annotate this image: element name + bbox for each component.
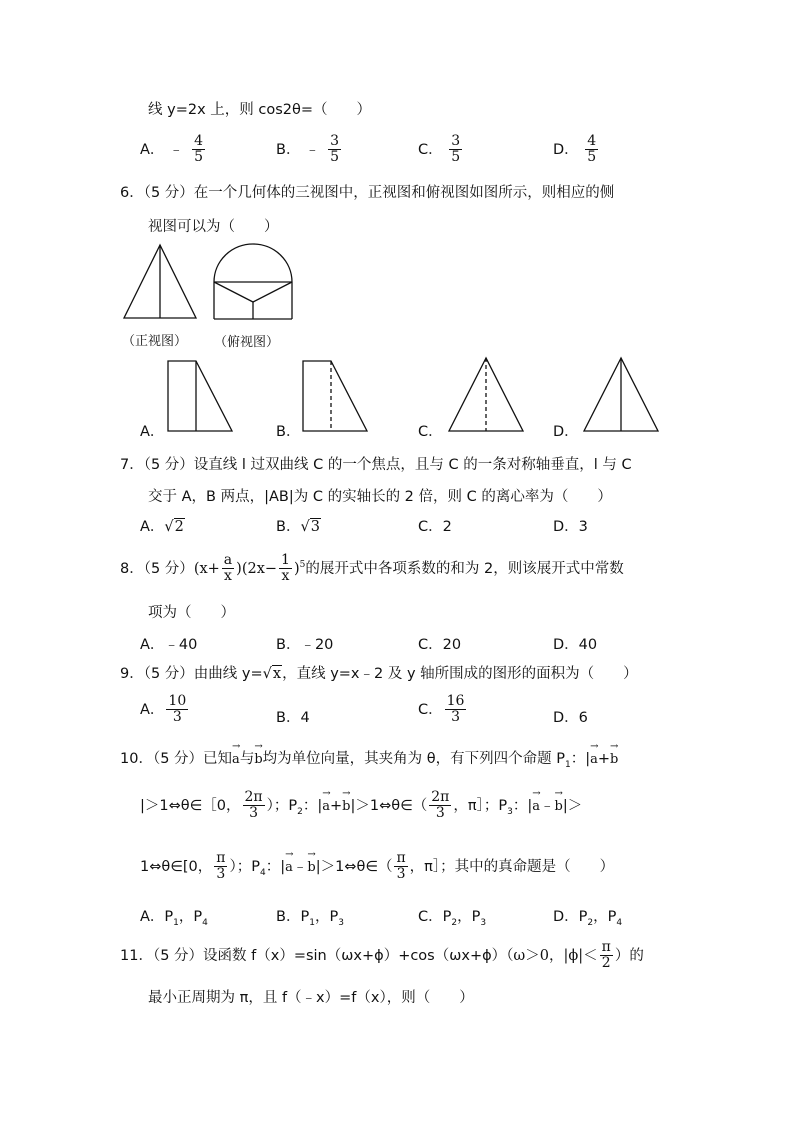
front-view-caption: （正视图） <box>122 334 188 349</box>
sqrt-expression: √3 <box>300 519 320 535</box>
sqrt-expression: √x <box>262 666 282 682</box>
fraction: $\frac{2\pi}{3}$ <box>244 789 263 822</box>
q10-stem-line2: |＞1⇔θ∈［0， $\frac{2\pi}{3}$ ）；$P_2$：|→ a+→ b|＞1⇔θ∈（ $\frac{2\pi}{3}$ ，π］；$P_3$：|→ a﹣→ b|＞ <box>140 790 582 822</box>
q9-stem: 9．（5 分）由曲线 y=√x，直线 y=x﹣2 及 y 轴所围成的图形的面积为（ ） <box>120 666 638 682</box>
q10-option-d[interactable]: D．$P_2$，$P_4$ <box>553 909 623 928</box>
q10-stem-line3: 1⇔θ∈[0， $\frac{\pi}{3}$ ）；$P_4$：|→ a﹣→ b|＞1⇔θ∈（ $\frac{\pi}{3}$ ，π］；其中的真命题是（ ） <box>140 851 614 883</box>
q9-option-a[interactable]: A． $\frac{10}{3}$ <box>140 693 187 726</box>
q7-stem-line2: 交于 A，B 两点，|AB|为 C 的实轴长的 2 倍，则 C 的离心率为（ ） <box>148 489 612 505</box>
q6-stem-line2: 视图可以为（ ） <box>148 219 279 235</box>
q10-option-c[interactable]: C．$P_2$，$P_3$ <box>418 909 487 928</box>
q9-option-c[interactable]: C． $\frac{16}{3}$ <box>418 693 465 726</box>
fraction: $\frac{3}{5}$ <box>330 133 340 166</box>
fraction: $\frac{3}{5}$ <box>451 133 461 166</box>
fraction: $\frac{4}{5}$ <box>587 133 597 166</box>
q6-option-b-figure[interactable] <box>301 359 371 435</box>
q10-option-b[interactable]: B．$P_1$，$P_3$ <box>276 909 344 928</box>
fraction: $\frac{\pi}{3}$ <box>396 850 406 883</box>
q5-option-d[interactable]: D． $\frac{4}{5}$ <box>553 133 597 166</box>
q8-stem-line1: 8．（5 分）(x+ $\frac{a}{x}$ )(2x− $\frac{1}{x}$ )$^5$的展开式中各项系数的和为 2，则该展开式中常数 <box>120 552 624 585</box>
q6-option-c-label[interactable]: C． <box>418 424 443 440</box>
fraction: $\frac{16}{3}$ <box>446 693 465 726</box>
fraction: $\frac{10}{3}$ <box>168 693 187 726</box>
vector-a: → a <box>232 752 240 767</box>
q7-option-a[interactable]: A．√2 <box>140 519 184 535</box>
top-view-caption: （俯视图） <box>214 335 280 350</box>
top-view-figure <box>210 242 296 324</box>
q8-option-b[interactable]: B．﹣20 <box>276 637 334 653</box>
q10-option-a[interactable]: A．$P_1$，$P_4$ <box>140 909 208 928</box>
front-view-figure <box>120 243 200 325</box>
q6-option-a-figure[interactable] <box>166 359 236 435</box>
q8-option-a[interactable]: A．﹣40 <box>140 637 198 653</box>
q11-stem-line2: 最小正周期为 π，且 f（﹣x）=f（x），则（ ） <box>148 990 474 1006</box>
q6-option-d-figure[interactable] <box>581 356 661 434</box>
q6-option-c-figure[interactable] <box>446 356 526 434</box>
q5-option-a[interactable]: A． ﹣ $\frac{4}{5}$ <box>140 133 204 166</box>
sqrt-expression: √2 <box>164 519 184 535</box>
q9-option-b[interactable]: B．4 <box>276 710 310 726</box>
q8-option-c[interactable]: C．20 <box>418 637 462 653</box>
q7-option-b[interactable]: B．√3 <box>276 519 320 535</box>
q8-stem-line2: 项为（ ） <box>148 605 235 621</box>
q6-stem-line1: 6．（5 分）在一个几何体的三视图中，正视图和俯视图如图所示，则相应的侧 <box>120 185 615 201</box>
q6-option-d-label[interactable]: D． <box>553 424 579 440</box>
q9-option-d[interactable]: D．6 <box>553 710 588 726</box>
q6-option-a-label[interactable]: A． <box>140 424 165 440</box>
q10-stem-line1: 10．（5 分）已知→ a与→ b均为单位向量，其夹角为 θ，有下列四个命题 $P_1$：|→ a+→ b <box>120 747 618 770</box>
q6-option-b-label[interactable]: B． <box>276 424 301 440</box>
expression: (x+ $\frac{a}{x}$ )(2x− $\frac{1}{x}$ )$^5$ <box>193 552 306 585</box>
fraction: $\frac{\pi}{3}$ <box>216 850 226 883</box>
vector-b: → b <box>254 752 262 767</box>
fraction: $\frac{4}{5}$ <box>194 133 204 166</box>
q5-option-b[interactable]: B． ﹣ $\frac{3}{5}$ <box>276 133 340 166</box>
fraction: $\frac{\pi}{2}$ <box>601 939 611 972</box>
q5-stem-tail: 线 y=2x 上，则 cos2θ=（ ） <box>148 102 372 118</box>
fraction: $\frac{2\pi}{3}$ <box>431 789 450 822</box>
q7-option-d[interactable]: D．3 <box>553 519 588 535</box>
q7-stem-line1: 7．（5 分）设直线 l 过双曲线 C 的一个焦点，且与 C 的一条对称轴垂直，l 与 C <box>120 457 632 473</box>
q7-option-c[interactable]: C．2 <box>418 519 452 535</box>
q5-option-c[interactable]: C． $\frac{3}{5}$ <box>418 133 461 166</box>
q11-stem-line1: 11．（5 分）设函数 f（x）=sin（ωx+ϕ）+cos（ωx+ϕ）（ω＞0，|ϕ|＜ $\frac{\pi}{2}$ ）的 <box>120 939 644 972</box>
q8-option-d[interactable]: D．40 <box>553 637 598 653</box>
